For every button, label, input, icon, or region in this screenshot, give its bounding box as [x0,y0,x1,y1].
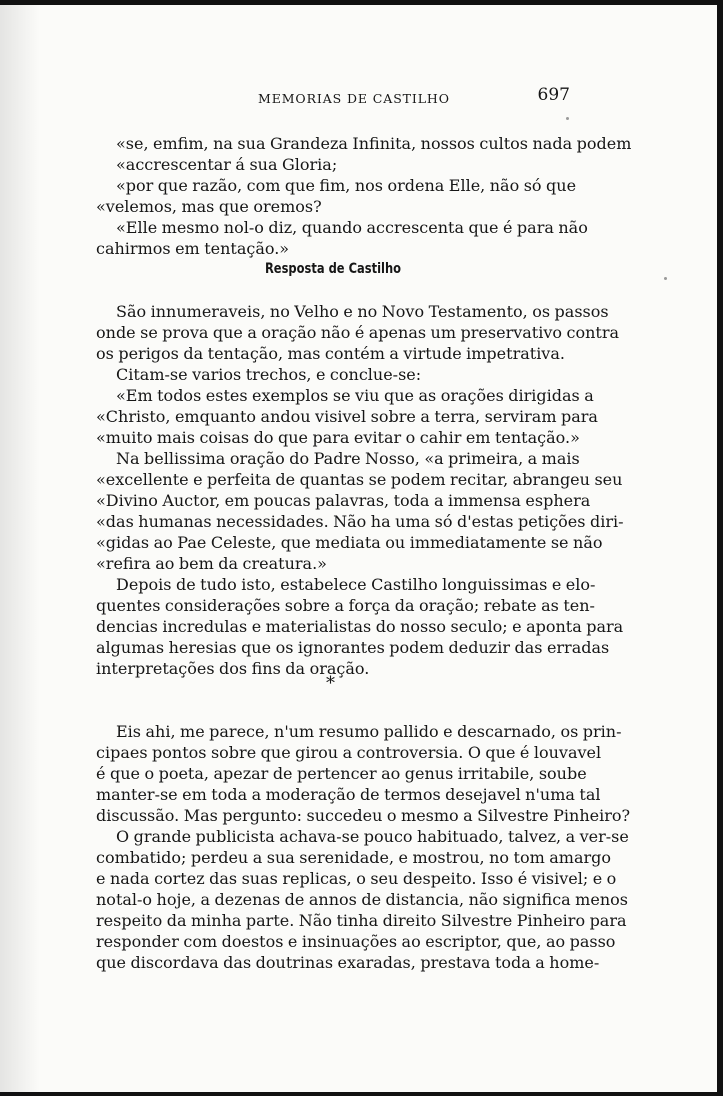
text-line: «velemos, mas que oremos? [96,197,322,216]
text-line: «Elle mesmo nol-o diz, quando accrescenta que é para não [116,218,588,237]
text-line: que discordava das doutrinas exaradas, prestava toda a home- [96,953,600,972]
text-line: «muito mais coisas do que para evitar o cahir em tentação.» [96,428,580,447]
text-line: manter-se em toda a moderação de termos desejavel n'uma tal [96,785,601,804]
text-line: Citam-se varios trechos, e conclue-se: [116,365,422,384]
text-line: os perigos da tentação, mas contém a virtude impetrativa. [96,344,565,363]
text-line: cipaes pontos sobre que girou a controversia. O que é louvavel [96,743,602,762]
text-line: «excellente e perfeita de quantas se podem recitar, abrangeu seu [96,470,623,489]
text-line: «Christo, emquanto andou visivel sobre a terra, serviram para [96,407,598,426]
text-line: e nada cortez das suas replicas, o seu despeito. Isso é visivel; e o [96,869,617,888]
closing-block [96,721,631,973]
text-line: cahirmos em tentação.» [96,239,290,258]
text-line: O grande publicista achava-se pouco habituado, talvez, a ver-se [116,827,629,846]
text-line: «Em todos estes exemplos se viu que as orações dirigidas a [116,386,594,405]
text-line: «accrescentar á sua Gloria; [116,155,338,174]
text-line: «se, emfim, na sua Grandeza Infinita, nossos cultos nada podem [116,134,632,153]
text-line: discussão. Mas pergunto: succedeu o mesmo a Silvestre Pinheiro? [96,806,631,825]
text-line: São innumeraveis, no Velho e no Novo Testamento, os passos [116,302,609,321]
text-line: onde se prova que a oração não é apenas um preservativo contra [96,323,620,342]
text-line: Na bellissima oração do Padre Nosso, «a primeira, a mais [116,449,580,468]
text-line: interpretações dos fins da oração. [96,659,370,678]
response-block [96,301,624,679]
text-line: quentes considerações sobre a força da oração; rebate as ten- [96,596,595,615]
text-line: «Divino Auctor, em poucas palavras, toda a immensa esphera [96,491,591,510]
quote-block [96,133,632,259]
text-line: é que o poeta, apezar de pertencer ao genus irritabile, soube [96,764,587,783]
text-line: «refira ao bem da creatura.» [96,554,327,573]
text-line: «por que razão, com que fim, nos ordena Elle, não só que [116,176,577,195]
section-heading: Resposta de Castilho [264,261,402,277]
page-number: 697 [537,85,570,105]
section-separator: * [326,673,335,694]
text-line: responder com doestos e insinuações ao escriptor, que, ao passo [96,932,616,951]
text-line: dencias incredulas e materialistas do nosso seculo; e aponta para [96,617,624,636]
running-title: MEMORIAS DE CASTILHO [258,91,450,106]
text-line: Eis ahi, me parece, n'um resumo pallido e descarnado, os prin- [116,722,622,741]
text-line: combatido; perdeu a sua serenidade, e mostrou, no tom amargo [96,848,612,867]
paper-speck [566,117,569,120]
paper-speck [664,277,667,280]
text-line: Depois de tudo isto, estabelece Castilho longuissimas e elo- [116,575,596,594]
text-line: «gidas ao Pae Celeste, que mediata ou immediatamente se não [96,533,603,552]
text-line: «das humanas necessidades. Não ha uma só d'estas petições diri- [96,512,624,531]
page-header [118,85,570,111]
text-line: respeito da minha parte. Não tinha direito Silvestre Pinheiro para [96,911,627,930]
text-line: algumas heresias que os ignorantes podem deduzir das erradas [96,638,610,657]
text-line: notal-o hoje, a dezenas de annos de distancia, não significa menos [96,890,628,909]
